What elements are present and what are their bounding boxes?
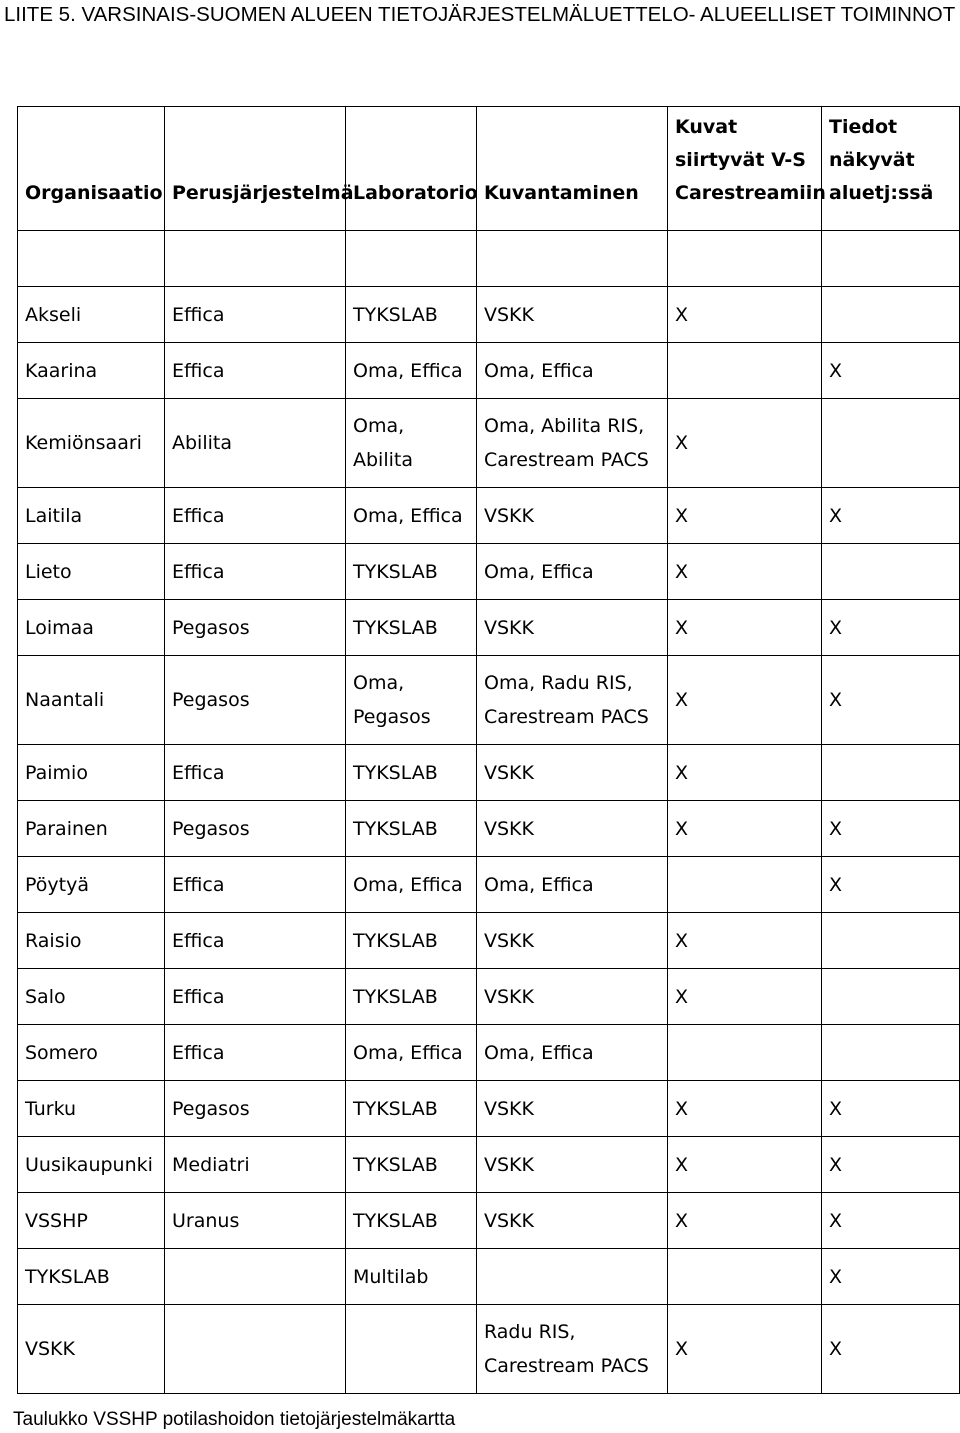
cell-kuvat-siirtyvat <box>668 343 822 399</box>
cell-laboratorio: TYKSLAB <box>346 801 477 857</box>
table-row <box>18 1081 960 1137</box>
cell-kuvat-siirtyvat: X <box>668 1193 822 1249</box>
cell-organisaatio: Laitila <box>18 488 165 544</box>
document-title: LIITE 5. VARSINAIS-SUOMEN ALUEEN TIETOJÄRJESTELMÄLUETTELO- ALUEELLISET TOIMINNOT <box>4 3 956 26</box>
cell-kuvat-siirtyvat: X <box>668 969 822 1025</box>
cell-laboratorio: TYKSLAB <box>346 1137 477 1193</box>
table-row <box>18 1249 960 1305</box>
cell-laboratorio: Oma, Abilita <box>346 399 477 488</box>
table-row <box>18 656 960 745</box>
cell-organisaatio: Turku <box>18 1081 165 1137</box>
cell-perusjarjestelma: Pegasos <box>165 1081 346 1137</box>
header-tiedot-nakyvat: Tiedot näkyvät aluetj:ssä <box>822 107 960 231</box>
table-cell <box>822 231 960 287</box>
cell-laboratorio: TYKSLAB <box>346 1193 477 1249</box>
cell-laboratorio: Oma, Pegasos <box>346 656 477 745</box>
cell-tiedot-nakyvat: X <box>822 1249 960 1305</box>
table-caption: Taulukko VSSHP potilashoidon tietojärjestelmäkartta <box>13 1409 456 1430</box>
cell-kuvantaminen: Oma, Radu RIS, Carestream PACS <box>477 656 668 745</box>
cell-kuvat-siirtyvat: X <box>668 1137 822 1193</box>
table-row <box>18 1025 960 1081</box>
table-header-row <box>18 107 960 231</box>
cell-laboratorio: Oma, Effica <box>346 857 477 913</box>
cell-laboratorio: TYKSLAB <box>346 969 477 1025</box>
cell-kuvat-siirtyvat: X <box>668 913 822 969</box>
cell-perusjarjestelma: Effica <box>165 343 346 399</box>
cell-kuvantaminen: Oma, Effica <box>477 1025 668 1081</box>
cell-organisaatio: Somero <box>18 1025 165 1081</box>
cell-organisaatio: Kemiönsaari <box>18 399 165 488</box>
cell-organisaatio: VSKK <box>18 1305 165 1394</box>
table-row <box>18 913 960 969</box>
cell-organisaatio: Salo <box>18 969 165 1025</box>
cell-laboratorio: TYKSLAB <box>346 913 477 969</box>
cell-organisaatio: Parainen <box>18 801 165 857</box>
cell-laboratorio <box>346 1305 477 1394</box>
header-organisaatio: Organisaatio <box>18 107 165 231</box>
cell-organisaatio: Uusikaupunki <box>18 1137 165 1193</box>
table-row <box>18 488 960 544</box>
cell-perusjarjestelma <box>165 1249 346 1305</box>
cell-tiedot-nakyvat: X <box>822 801 960 857</box>
cell-laboratorio: Oma, Effica <box>346 488 477 544</box>
cell-kuvantaminen: VSKK <box>477 801 668 857</box>
cell-organisaatio: Kaarina <box>18 343 165 399</box>
table-row <box>18 1137 960 1193</box>
table-row <box>18 287 960 343</box>
spacer-row <box>18 231 960 287</box>
cell-kuvat-siirtyvat: X <box>668 399 822 488</box>
cell-organisaatio: Lieto <box>18 544 165 600</box>
cell-perusjarjestelma: Effica <box>165 488 346 544</box>
table-row <box>18 600 960 656</box>
cell-laboratorio: TYKSLAB <box>346 1081 477 1137</box>
cell-kuvat-siirtyvat: X <box>668 287 822 343</box>
cell-laboratorio: Oma, Effica <box>346 343 477 399</box>
cell-kuvantaminen: Oma, Effica <box>477 343 668 399</box>
cell-kuvat-siirtyvat: X <box>668 1305 822 1394</box>
table-row <box>18 343 960 399</box>
cell-kuvat-siirtyvat: X <box>668 600 822 656</box>
cell-tiedot-nakyvat <box>822 745 960 801</box>
cell-organisaatio: Paimio <box>18 745 165 801</box>
cell-kuvantaminen: VSKK <box>477 1137 668 1193</box>
cell-kuvantaminen: VSKK <box>477 913 668 969</box>
cell-tiedot-nakyvat: X <box>822 488 960 544</box>
cell-tiedot-nakyvat: X <box>822 656 960 745</box>
cell-kuvat-siirtyvat: X <box>668 544 822 600</box>
cell-organisaatio: Naantali <box>18 656 165 745</box>
cell-organisaatio: Loimaa <box>18 600 165 656</box>
cell-kuvantaminen: VSKK <box>477 1193 668 1249</box>
cell-perusjarjestelma: Pegasos <box>165 656 346 745</box>
cell-kuvantaminen: VSKK <box>477 600 668 656</box>
cell-kuvantaminen: VSKK <box>477 745 668 801</box>
header-kuvantaminen: Kuvantaminen <box>477 107 668 231</box>
cell-tiedot-nakyvat: X <box>822 857 960 913</box>
cell-perusjarjestelma: Effica <box>165 913 346 969</box>
cell-kuvat-siirtyvat <box>668 857 822 913</box>
cell-organisaatio: VSSHP <box>18 1193 165 1249</box>
table-cell <box>18 231 165 287</box>
cell-kuvat-siirtyvat: X <box>668 801 822 857</box>
cell-tiedot-nakyvat <box>822 1025 960 1081</box>
cell-perusjarjestelma <box>165 1305 346 1394</box>
table-row <box>18 969 960 1025</box>
header-laboratorio: Laboratorio <box>346 107 477 231</box>
cell-kuvantaminen: VSKK <box>477 287 668 343</box>
cell-perusjarjestelma: Effica <box>165 1025 346 1081</box>
table-row <box>18 801 960 857</box>
cell-laboratorio: Oma, Effica <box>346 1025 477 1081</box>
cell-organisaatio: Akseli <box>18 287 165 343</box>
table-row <box>18 1305 960 1394</box>
cell-kuvat-siirtyvat: X <box>668 488 822 544</box>
cell-organisaatio: TYKSLAB <box>18 1249 165 1305</box>
cell-perusjarjestelma: Effica <box>165 287 346 343</box>
cell-kuvat-siirtyvat: X <box>668 656 822 745</box>
cell-kuvat-siirtyvat: X <box>668 745 822 801</box>
cell-kuvat-siirtyvat <box>668 1249 822 1305</box>
table-row <box>18 857 960 913</box>
cell-laboratorio: TYKSLAB <box>346 745 477 801</box>
header-kuvat-siirtyvat: Kuvat siirtyvät V-S Carestreamiin <box>668 107 822 231</box>
cell-perusjarjestelma: Effica <box>165 544 346 600</box>
table-row <box>18 745 960 801</box>
cell-tiedot-nakyvat <box>822 969 960 1025</box>
cell-organisaatio: Pöytyä <box>18 857 165 913</box>
cell-laboratorio: TYKSLAB <box>346 600 477 656</box>
cell-organisaatio: Raisio <box>18 913 165 969</box>
table-cell <box>477 231 668 287</box>
cell-kuvat-siirtyvat: X <box>668 1081 822 1137</box>
cell-laboratorio: TYKSLAB <box>346 544 477 600</box>
cell-perusjarjestelma: Effica <box>165 745 346 801</box>
table-cell <box>668 231 822 287</box>
cell-kuvantaminen: VSKK <box>477 1081 668 1137</box>
cell-tiedot-nakyvat <box>822 544 960 600</box>
cell-perusjarjestelma: Abilita <box>165 399 346 488</box>
cell-tiedot-nakyvat: X <box>822 1081 960 1137</box>
cell-perusjarjestelma: Effica <box>165 969 346 1025</box>
cell-perusjarjestelma: Uranus <box>165 1193 346 1249</box>
cell-tiedot-nakyvat: X <box>822 343 960 399</box>
cell-kuvantaminen: Oma, Abilita RIS, Carestream PACS <box>477 399 668 488</box>
cell-kuvantaminen: Radu RIS, Carestream PACS <box>477 1305 668 1394</box>
cell-kuvat-siirtyvat <box>668 1025 822 1081</box>
cell-perusjarjestelma: Pegasos <box>165 600 346 656</box>
header-perusjarjestelma: Perusjärjestelmä <box>165 107 346 231</box>
cell-kuvantaminen: Oma, Effica <box>477 857 668 913</box>
cell-perusjarjestelma: Effica <box>165 857 346 913</box>
cell-laboratorio: Multilab <box>346 1249 477 1305</box>
cell-tiedot-nakyvat <box>822 399 960 488</box>
cell-tiedot-nakyvat: X <box>822 600 960 656</box>
cell-kuvantaminen <box>477 1249 668 1305</box>
cell-tiedot-nakyvat <box>822 913 960 969</box>
systems-table <box>17 106 960 1394</box>
table-row <box>18 399 960 488</box>
cell-perusjarjestelma: Pegasos <box>165 801 346 857</box>
cell-perusjarjestelma: Mediatri <box>165 1137 346 1193</box>
cell-tiedot-nakyvat: X <box>822 1193 960 1249</box>
table-row <box>18 544 960 600</box>
cell-tiedot-nakyvat: X <box>822 1137 960 1193</box>
cell-kuvantaminen: VSKK <box>477 969 668 1025</box>
table-cell <box>346 231 477 287</box>
cell-tiedot-nakyvat: X <box>822 1305 960 1394</box>
table-cell <box>165 231 346 287</box>
table-row <box>18 1193 960 1249</box>
cell-kuvantaminen: Oma, Effica <box>477 544 668 600</box>
cell-tiedot-nakyvat <box>822 287 960 343</box>
cell-laboratorio: TYKSLAB <box>346 287 477 343</box>
cell-kuvantaminen: VSKK <box>477 488 668 544</box>
